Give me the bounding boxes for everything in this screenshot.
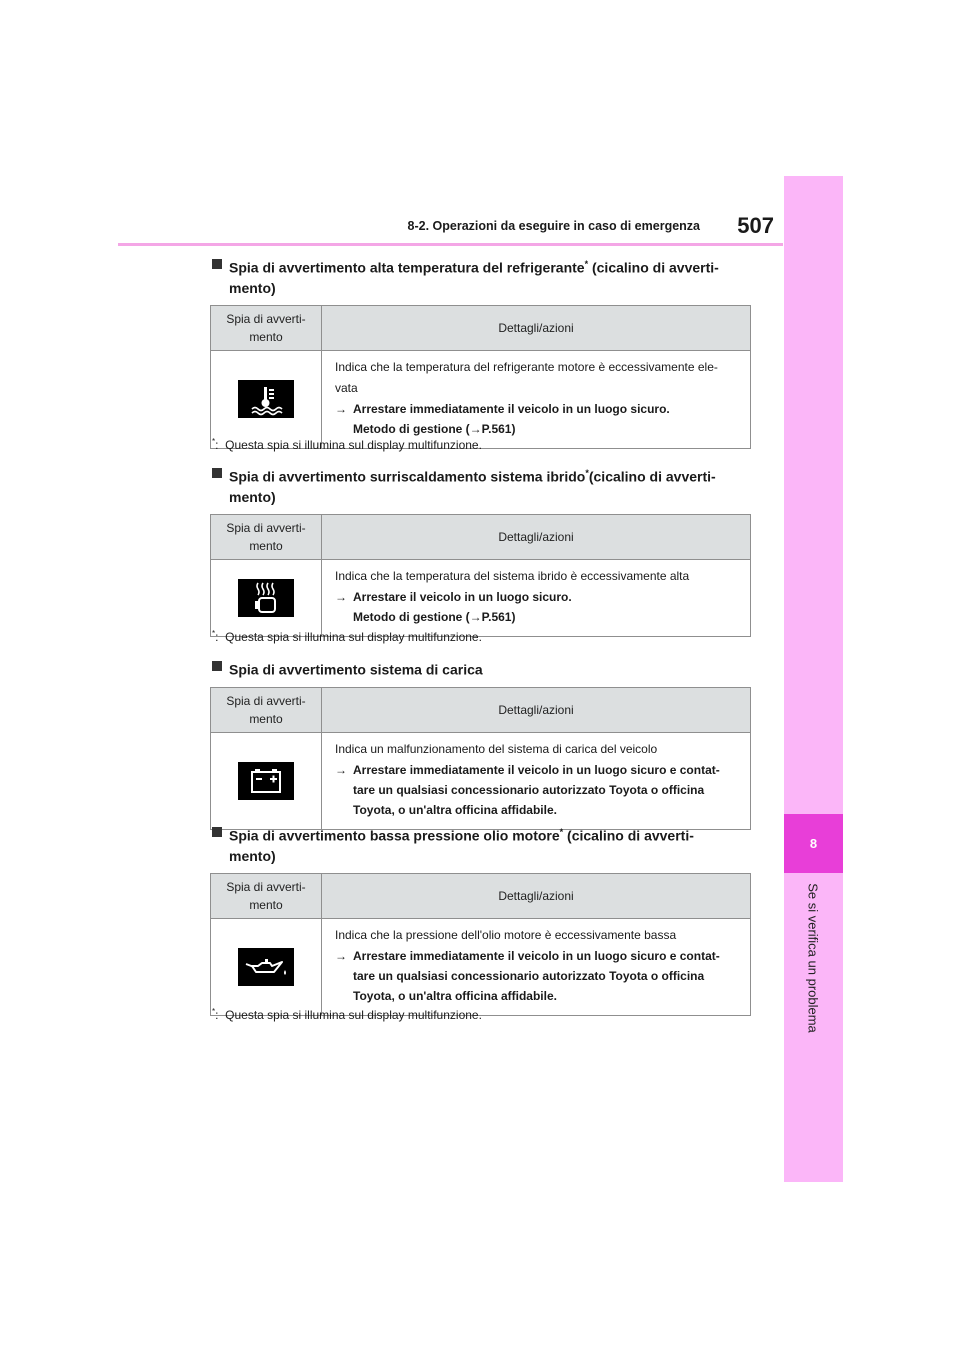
warning-light-table — [210, 687, 751, 830]
section-heading — [212, 463, 755, 507]
column-header-details: Dettagli/azioni — [322, 873, 751, 918]
details-cell — [322, 350, 751, 448]
heading-suffix: (cicalino di avverti- mento) — [229, 259, 719, 296]
heading-text: Spia di avvertimento alta temperatura del refrigerante — [229, 259, 585, 276]
arrow-icon: → — [335, 948, 347, 963]
action-text: Arrestare immediatamente il veicolo in un luogo sicuro e contat- tare un qualsiasi concessionario autorizzato Toyota o officina Toyota, o un'altra officina affidabile. — [353, 948, 720, 1003]
asterisk: * — [584, 259, 589, 269]
heading-text: Spia di avvertimento surriscaldamento sistema ibrido — [229, 468, 586, 485]
section-oil-pressure — [210, 822, 755, 1016]
page-number: 507 — [737, 213, 774, 238]
icon-cell — [211, 559, 322, 636]
header-divider — [118, 243, 783, 246]
hybrid-system-overheat-icon — [238, 579, 294, 617]
heading-text: Spia di avvertimento bassa pressione olio motore — [229, 827, 560, 844]
footnote: *: Questa spia si illumina sul display multifunzione. — [212, 437, 482, 452]
warning-light-table — [210, 514, 751, 637]
details-cell — [322, 559, 751, 636]
section-coolant-temperature — [210, 254, 755, 449]
square-bullet-icon — [212, 827, 222, 837]
action-text: Arrestare immediatamente il veicolo in un luogo sicuro e contat- tare un qualsiasi concessionario autorizzato Toyota o officina Toyota, o un'altra officina affidabile. — [353, 762, 720, 817]
heading-suffix: (cicalino di avverti- mento) — [229, 827, 694, 864]
column-header-details: Dettagli/azioni — [322, 687, 751, 732]
details-cell — [322, 732, 751, 829]
arrow-icon: → — [335, 401, 347, 416]
section-hybrid-overheat — [210, 463, 755, 637]
icon-cell — [211, 918, 322, 1015]
heading-suffix: (cicalino di avverti- mento) — [229, 468, 716, 505]
column-header-light: Spia di avverti- mento — [211, 305, 322, 350]
oil-pressure-icon — [238, 948, 294, 986]
heading-text: Spia di avvertimento sistema di carica — [229, 661, 483, 678]
column-header-light: Spia di avverti- mento — [211, 514, 322, 559]
section-title: 8-2. Operazioni da eseguire in caso di emergenza — [407, 219, 700, 233]
asterisk: * — [559, 827, 564, 837]
description-text: Indica che la temperatura del refrigerante motore è eccessivamente ele- vata — [335, 359, 718, 395]
square-bullet-icon — [212, 259, 222, 269]
details-cell — [322, 918, 751, 1015]
square-bullet-icon — [212, 661, 222, 671]
coolant-temperature-icon — [238, 380, 294, 418]
action-text: Arrestare immediatamente il veicolo in un luogo sicuro. Metodo di gestione (→P.561) — [353, 401, 670, 436]
description-text: Indica un malfunzionamento del sistema di carica del veicolo — [335, 741, 658, 756]
action-text: Arrestare il veicolo in un luogo sicuro. Metodo di gestione (→P.561) — [353, 589, 572, 624]
footnote: *: Questa spia si illumina sul display multifunzione. — [212, 1007, 482, 1022]
description-text: Indica che la pressione dell'olio motore è eccessivamente bassa — [335, 927, 677, 942]
chapter-number: 8 — [809, 836, 818, 851]
warning-light-table — [210, 305, 751, 449]
column-header-details: Dettagli/azioni — [322, 305, 751, 350]
icon-cell — [211, 350, 322, 448]
battery-icon — [238, 762, 294, 800]
chapter-number-box — [784, 814, 843, 873]
section-heading — [212, 656, 755, 680]
chapter-title: Se si verifica un problema — [805, 883, 821, 1033]
arrow-icon: → — [335, 589, 347, 604]
asterisk: * — [585, 468, 589, 478]
column-header-light: Spia di avverti- mento — [211, 687, 322, 732]
icon-cell — [211, 732, 322, 829]
description-text: Indica che la temperatura del sistema ibrido è eccessivamente alta — [335, 568, 690, 583]
column-header-details: Dettagli/azioni — [322, 514, 751, 559]
section-heading — [212, 822, 755, 866]
arrow-icon: → — [335, 762, 347, 777]
footnote: *: Questa spia si illumina sul display multifunzione. — [212, 629, 482, 644]
square-bullet-icon — [212, 468, 222, 478]
section-charging-system — [210, 656, 755, 830]
warning-light-table — [210, 873, 751, 1016]
column-header-light: Spia di avverti- mento — [211, 873, 322, 918]
section-heading — [212, 254, 755, 298]
